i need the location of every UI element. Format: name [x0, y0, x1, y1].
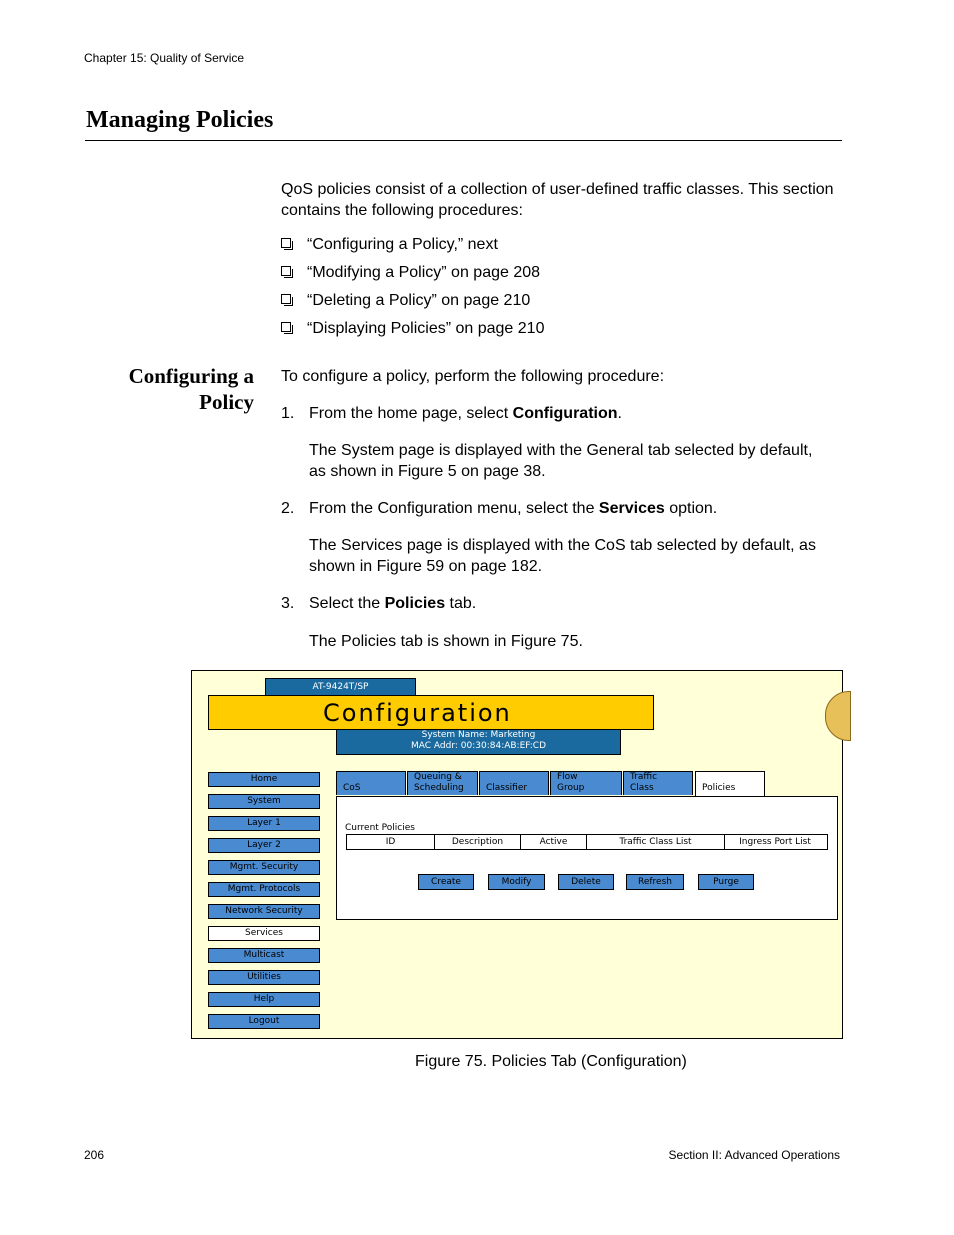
checkbox-bullet-icon	[281, 322, 291, 332]
create-button[interactable]: Create	[418, 874, 474, 890]
purge-button[interactable]: Purge	[698, 874, 754, 890]
delete-button[interactable]: Delete	[558, 874, 614, 890]
model-label: AT-9424T/SP	[265, 678, 416, 696]
checkbox-bullet-icon	[281, 238, 291, 248]
step-3: 3. Select the Policies tab.	[281, 595, 477, 612]
nav-mgmt-security[interactable]: Mgmt. Security	[208, 860, 320, 875]
col-active: Active	[521, 835, 587, 849]
step-2: 2. From the Configuration menu, select the Services option.	[281, 500, 718, 517]
step-1: 1. From the home page, select Configuration.	[281, 405, 622, 422]
col-ingress-port-list: Ingress Port List	[739, 837, 811, 847]
running-footer: Section II: Advanced Operations	[668, 1148, 840, 1162]
tab-queuing-scheduling[interactable]: Queuing & Scheduling	[407, 771, 478, 795]
nav-home[interactable]: Home	[208, 772, 320, 787]
step-2-note: The Services page is displayed with the CoS tab selected by default, as shown in Figure 59 on page 182.	[309, 537, 816, 575]
policies-panel	[336, 796, 838, 920]
nav-help[interactable]: Help	[208, 992, 320, 1007]
procedure-item: “Displaying Policies” on page 210	[281, 320, 544, 338]
procedure-item: “Deleting a Policy” on page 210	[281, 292, 530, 310]
system-info: System Name: Marketing MAC Addr: 00:30:84:AB:EF:CD	[336, 729, 621, 755]
modify-button[interactable]: Modify	[488, 874, 545, 890]
page-number: 206	[84, 1148, 105, 1162]
refresh-button[interactable]: Refresh	[626, 874, 684, 890]
nav-network-security[interactable]: Network Security	[208, 904, 320, 919]
checkbox-bullet-icon	[281, 294, 291, 304]
policies-table-header	[346, 834, 828, 850]
step-1-note: The System page is displayed with the General tab selected by default, as shown in Figure 5 on page 38.	[309, 442, 813, 480]
tab-cos[interactable]: CoS	[336, 771, 406, 795]
procedure-item: “Configuring a Policy,” next	[281, 236, 498, 254]
tab-traffic-class[interactable]: Traffic Class	[623, 771, 693, 795]
tab-classifier[interactable]: Classifier	[479, 771, 549, 795]
nav-multicast[interactable]: Multicast	[208, 948, 320, 963]
tab-policies[interactable]: Policies	[695, 771, 765, 797]
tab-flow-group[interactable]: Flow Group	[550, 771, 622, 795]
nav-logout[interactable]: Logout	[208, 1014, 320, 1029]
figure-caption: Figure 75. Policies Tab (Configuration)	[415, 1053, 687, 1070]
nav-mgmt-protocols[interactable]: Mgmt. Protocols	[208, 882, 320, 897]
nav-layer-2[interactable]: Layer 2	[208, 838, 320, 853]
intro-paragraph: QoS policies consist of a collection of user-defined traffic classes. This section contains the following procedures:	[281, 181, 834, 219]
nav-system[interactable]: System	[208, 794, 320, 809]
nav-layer-1[interactable]: Layer 1	[208, 816, 320, 831]
col-traffic-class-list: Traffic Class List	[587, 835, 725, 849]
nav-utilities[interactable]: Utilities	[208, 970, 320, 985]
checkbox-bullet-icon	[281, 266, 291, 276]
col-id: ID	[347, 835, 435, 849]
figure-screenshot	[191, 670, 843, 1039]
current-policies-label: Current Policies	[345, 823, 415, 833]
col-description: Description	[435, 835, 521, 849]
nav-services[interactable]: Services	[208, 926, 320, 941]
title-rule	[85, 140, 842, 141]
procedure-item: “Modifying a Policy” on page 208	[281, 264, 540, 282]
section-title: Managing Policies	[86, 107, 274, 133]
page-title: Configuration	[323, 699, 512, 727]
logo-icon	[825, 691, 851, 741]
running-header: Chapter 15: Quality of Service	[84, 51, 245, 65]
step-3-note: The Policies tab is shown in Figure 75.	[309, 633, 583, 650]
sub-intro: To configure a policy, perform the following procedure:	[281, 368, 665, 385]
subsection-title: Configuring a Policy	[128, 364, 254, 414]
